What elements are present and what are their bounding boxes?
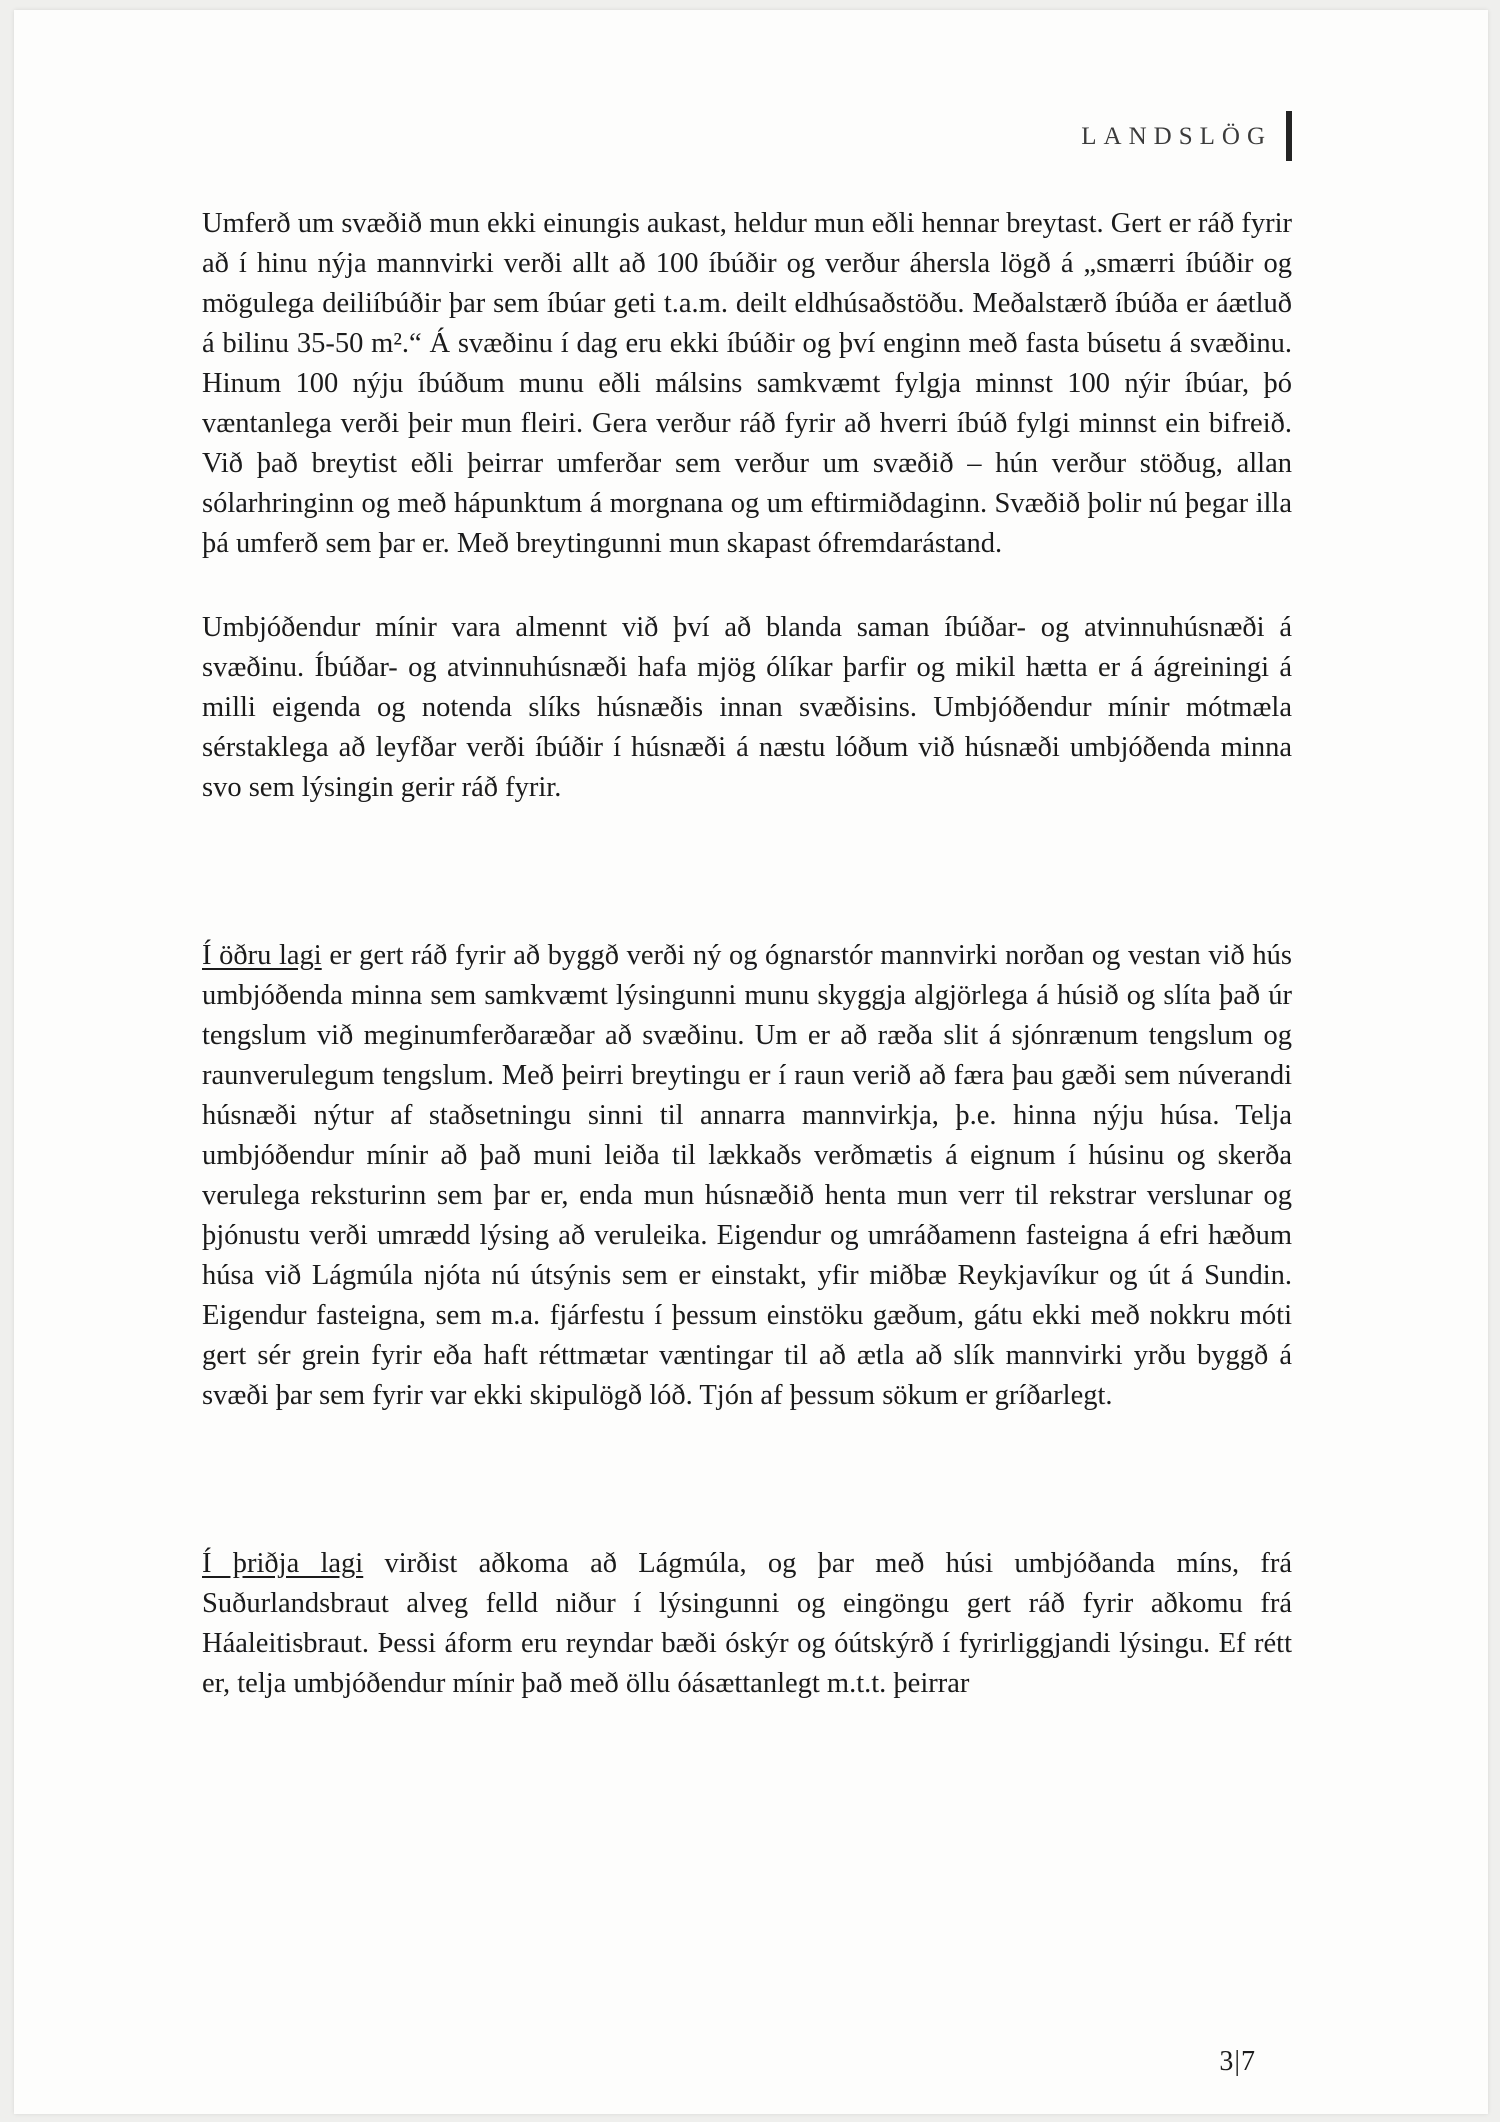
document-page [14, 10, 1488, 2114]
paragraph-lead: Í þriðja lagi [202, 1548, 364, 1579]
document-body [202, 204, 1292, 1704]
paragraph: Umbjóðendur mínir vara almennt við því að blanda saman íbúðar- og atvinnuhúsnæði á svæðinu. Íbúðar- og atvinnuhúsnæði hafa mjög ólíkar þarfir og mikil hætta er á ágreiningi á milli eigenda og notenda slíks húsnæðis innan svæðisins. Umbjóðendur mínir mótmæla sérstaklega að leyfðar verði íbúðir í húsnæði á næstu lóðum við húsnæði umbjóðenda minna svo sem lýsingin gerir ráð fyrir. [202, 612, 1292, 803]
paragraph: Umferð um svæðið mun ekki einungis aukast, heldur mun eðli hennar breytast. Gert er ráð fyrir að í hinu nýja mannvirki verði allt að 100 íbúðir og verður áhersla lögð á „smærri íbúðir og mögulega deiliíbúðir þar sem íbúar geti t.a.m. deilt eldhúsaðstöðu. Meðalstærð íbúða er áætluð á bilinu 35-50 m².“ Á svæðinu í dag eru ekki íbúðir og því enginn með fasta búsetu á svæðinu. Hinum 100 nýju íbúðum munu eðli málsins samkvæmt fylgja minnst 100 nýir íbúar, þó væntanlega verði þeir mun fleiri. Gera verður ráð fyrir að hverri íbúð fylgi minnst ein bifreið. Við það breytist eðli þeirrar umferðar sem verður um svæðið – hún verður stöðug, allan sólarhringinn og með hápunktum á morgnana og um eftirmiðdaginn. Svæðið þolir nú þegar illa þá umferð sem þar er. Með breytingunni mun skapast ófremdarástand. [202, 208, 1292, 559]
page-content [14, 10, 1488, 2114]
paragraph-lead: Í öðru lagi [202, 940, 322, 971]
firm-name: LANDSLÖG [1081, 122, 1272, 150]
page-number: 3|7 [1219, 2046, 1256, 2077]
paragraph: Í þriðja lagi virðist aðkoma að Lágmúla, og þar með húsi umbjóðanda míns, frá Suðurlandsbraut alveg felld niður í lýsingunni og eingöngu gert ráð fyrir aðkomu frá Háaleitisbraut. Þessi áform eru reyndar bæði óskýr og óútskýrð í fyrirliggjandi lýsingu. Ef rétt er, telja umbjóðendur mínir það með öllu óásættanlegt m.t.t. þeirrar [202, 1548, 1292, 1699]
paragraph: Í öðru lagi er gert ráð fyrir að byggð verði ný og ógnarstór mannvirki norðan og vestan við hús umbjóðenda minna sem samkvæmt lýsingunni munu skyggja algjörlega á húsið og slíta það úr tengslum við meginumferðaræðar að svæðinu. Um er að ræða slit á sjónrænum tengslum og raunverulegum tengslum. Með þeirri breytingu er í raun verið að færa þau gæði sem núverandi húsnæði nýtur af staðsetningu sinni til annarra mannvirkja, þ.e. hinna nýju húsa. Telja umbjóðendur mínir að það muni leiða til lækkaðs verðmætis á eignum í húsinu og skerða verulega reksturinn sem þar er, enda mun húsnæðið henta mun verr til rekstrar verslunar og þjónustu verði umrædd lýsing að veruleika. Eigendur og umráðamenn fasteigna á efri hæðum húsa við Lágmúla njóta nú útsýnis sem er einstakt, yfir miðbæ Reykjavíkur og út á Sundin. Eigendur fasteigna, sem m.a. fjárfestu í þessum einstöku gæðum, gátu ekki með nokkru móti gert sér grein fyrir eða haft réttmætar væntingar til að ætla að slík mannvirki yrðu byggð á svæði þar sem fyrir var ekki skipulögð lóð. Tjón af þessum sökum er gríðarlegt. [202, 940, 1292, 1411]
brand-bar-icon [1286, 111, 1292, 161]
document-header [202, 110, 1292, 162]
